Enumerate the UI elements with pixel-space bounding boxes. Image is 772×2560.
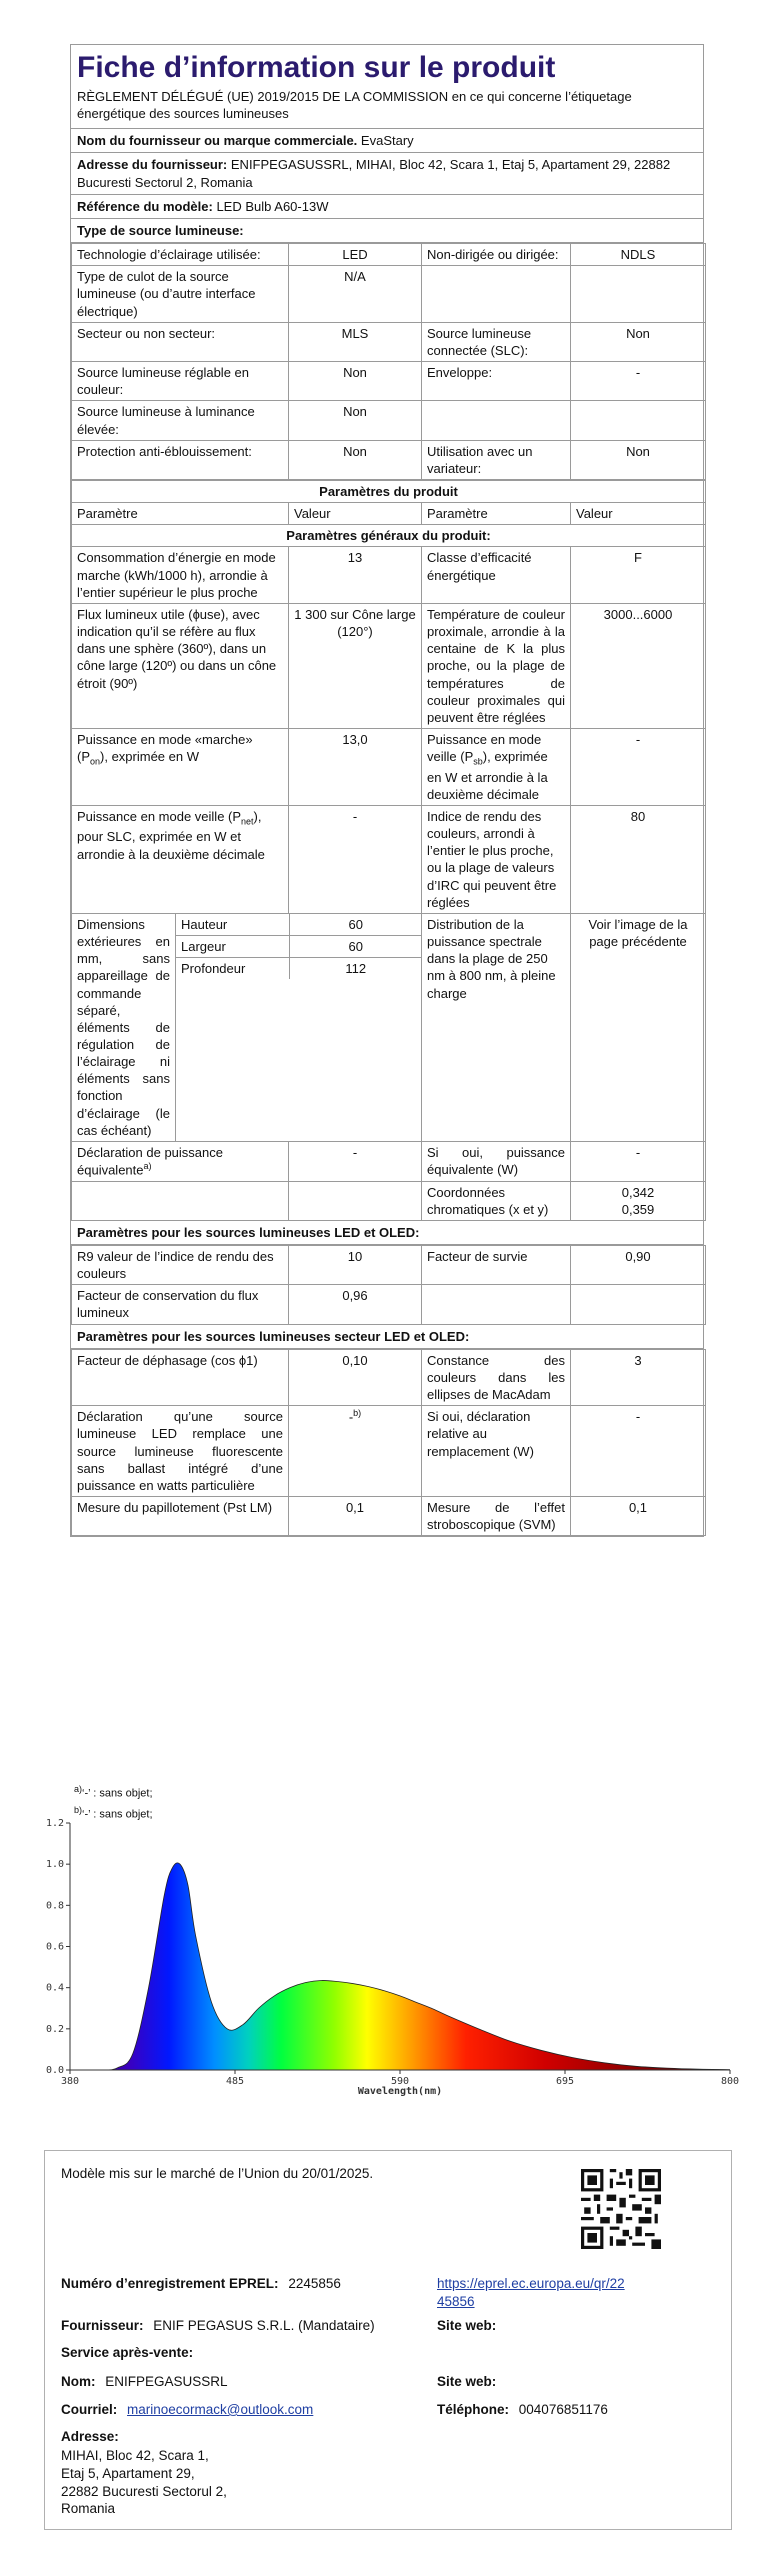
y-tick-label: 0.8 (45, 1900, 64, 1912)
website-label-2: Site web: (437, 2374, 497, 2389)
flicker-label: Mesure du papillotement (Pst LM) (72, 1497, 289, 1536)
column-header-parameter: Paramètre (72, 503, 289, 525)
flux-maintenance-label: Facteur de conservation du flux lumineux (72, 1285, 289, 1324)
source-type-v2-cell (571, 266, 706, 322)
supplier-name-value: EvaStary (360, 133, 414, 149)
color-temperature-label: Température de couleur proximale, arrondie à la centaine de K la plus proche, ou la plage de températures de couleur proximales qui peuvent être réglées (422, 603, 571, 728)
mains-table (71, 1349, 706, 1537)
product-parameters-table (71, 480, 706, 1221)
empty-cell (422, 1285, 571, 1324)
dimensions-label: Dimensions extérieures en mm, sans appareillage de commande séparé, éléments de régulation de l’éclairage ni éléments sans fonction d’éclairage (le cas échéant) (72, 913, 176, 1141)
fluorescent-replacement-label: Déclaration qu’une source lumineuse LED remplace une source lumineuse fluorescente sans ballast intégré d’une puissance en watts particulière (72, 1406, 289, 1497)
replacement-watts-value: - (571, 1406, 706, 1497)
address-line: 22882 Bucuresti Sectorul 2, (61, 2483, 227, 2499)
source-type-v1-cell: Non (289, 440, 422, 479)
dim-height-label: Hauteur (176, 914, 289, 936)
dim-depth-value: 112 (289, 958, 422, 980)
consumption-value: 13 (289, 547, 422, 603)
efficiency-class-label: Classe d’efficacité énergétique (422, 547, 571, 603)
macadam-label: Constance des couleurs dans les ellipses de MacAdam (422, 1349, 571, 1405)
general-parameters-heading: Paramètres généraux du produit: (72, 525, 706, 547)
address-line: MIHAI, Bloc 42, Scara 1, (61, 2448, 209, 2463)
qr-code-icon[interactable] (581, 2169, 661, 2249)
consumption-label: Consommation d’énergie en mode marche (kWh/1000 h), arrondie à l’entier supérieur le plus proche (72, 547, 289, 603)
page-title: Fiche d’information sur le produit (77, 51, 556, 84)
phone-value: 004076851176 (518, 2402, 608, 2417)
footnote-b: $^{b)}$‘-’ : sans objet; (74, 1805, 153, 1821)
market-date-text: Modèle mis sur le marché de l’Union du 20/01/2025. (61, 2166, 374, 2181)
empty-cell (72, 1181, 289, 1220)
phone-label: Téléphone: (437, 2402, 510, 2417)
source-type-v1-cell: MLS (289, 322, 422, 361)
supplier-name-row (71, 129, 703, 153)
source-type-v2-cell (571, 401, 706, 440)
source-type-v2-cell: Non (571, 322, 706, 361)
empty-cell (289, 1181, 422, 1220)
source-type-l2-cell (422, 266, 571, 322)
supplier-address-label: Adresse du fournisseur: (77, 157, 228, 173)
dim-height-value: 60 (289, 914, 422, 936)
displacement-factor-value: 0,10 (289, 1349, 422, 1405)
dimensions-table (176, 914, 422, 979)
led-oled-table (71, 1245, 706, 1325)
service-name-label: Nom: (61, 2374, 96, 2389)
chromaticity-value: 0,342 0,359 (571, 1181, 706, 1220)
y-tick-label: 0.2 (45, 2023, 64, 2035)
source-type-row (72, 362, 706, 401)
product-parameters-heading: Paramètres du produit (72, 480, 706, 502)
address-line: Romania (61, 2501, 116, 2517)
email-line (61, 2401, 313, 2419)
y-tick-label: 0.0 (45, 2065, 64, 2076)
eprel-number (61, 2275, 341, 2293)
model-reference-value: LED Bulb A60-13W (216, 198, 329, 214)
spectral-power-chart (40, 1815, 740, 2115)
survival-factor-value: 0,90 (571, 1246, 706, 1285)
after-sales-label: Service après-vente: (61, 2345, 194, 2360)
source-type-row (72, 266, 706, 322)
spectrum-area (70, 1863, 730, 2070)
supplier-line (61, 2317, 375, 2335)
address-label: Adresse: (61, 2429, 119, 2444)
phone-line (437, 2401, 608, 2419)
y-tick-label: 0.4 (45, 1982, 64, 1994)
dim-width-value: 60 (289, 936, 422, 958)
color-rendering-label: Indice de rendu des couleurs, arrondi à l’entier le plus proche, ou la plage de valeurs d’IRC qui peuvent être réglées (422, 805, 571, 913)
source-type-l1-cell: Technologie d’éclairage utilisée: (72, 244, 289, 266)
source-type-table (71, 243, 706, 480)
source-type-v1-cell: Non (289, 362, 422, 401)
dim-depth-label: Profondeur (176, 958, 289, 980)
macadam-value: 3 (571, 1349, 706, 1405)
spectral-distribution-value: Voir l’image de la page précédente (571, 913, 706, 1141)
source-type-l2-cell: Non-dirigée ou dirigée: (422, 244, 571, 266)
fluorescent-replacement-value: -$^{b)}$ (289, 1406, 422, 1497)
source-type-l1-cell: Source lumineuse réglable en couleur: (72, 362, 289, 401)
source-type-l2-cell (422, 401, 571, 440)
source-type-l2-cell: Utilisation avec un variateur: (422, 440, 571, 479)
mains-heading: Paramètres pour les sources lumineuses secteur LED et OLED: (71, 1325, 703, 1349)
eprel-label: Numéro d’enregistrement EPREL: (61, 2276, 279, 2291)
r9-value: 10 (289, 1246, 422, 1285)
source-type-v2-cell: - (571, 362, 706, 401)
equivalent-power-label: Déclaration de puissance équivalente$^{a)}$ (72, 1141, 289, 1181)
supplier-address-value: ENIFPEGASUSSRL, MIHAI, Bloc 42, Scara 1, Etaj 5, Apartament 29, 22882 Bucuresti Sectorul 2, Romania (77, 157, 671, 190)
equivalent-watts-value: - (571, 1141, 706, 1181)
x-tick-label: 485 (225, 2076, 245, 2087)
on-mode-power-label: Puissance en mode «marche» $(P_{on})$, exprimée en W (72, 729, 289, 806)
supplier-name-label: Nom du fournisseur ou marque commerciale. (77, 133, 358, 149)
source-type-l2-cell: Source lumineuse connectée (SLC): (422, 322, 571, 361)
flicker-value: 0,1 (289, 1497, 422, 1536)
service-name-line (61, 2373, 228, 2391)
chromaticity-label: Coordonnées chromatiques (x et y) (422, 1181, 571, 1220)
supplier-label: Fournisseur: (61, 2318, 144, 2333)
regulation-text: RÈGLEMENT DÉLÉGUÉ (UE) 2019/2015 DE LA COMMISSION en ce qui concerne l’étiquetage énergétique des sources lumineuses (71, 88, 703, 129)
source-type-row (72, 401, 706, 440)
service-name-value: ENIFPEGASUSSRL (105, 2374, 228, 2389)
source-type-l1-cell: Secteur ou non secteur: (72, 322, 289, 361)
website-label: Site web: (437, 2318, 497, 2333)
empty-cell (571, 1285, 706, 1324)
model-reference-row (71, 195, 703, 219)
email-label: Courriel: (61, 2402, 118, 2417)
y-tick-label: 1.2 (45, 1818, 64, 1829)
led-oled-heading: Paramètres pour les sources lumineuses LED et OLED: (71, 1221, 703, 1245)
x-tick-label: 800 (720, 2076, 740, 2087)
column-header-value-2: Valeur (571, 503, 706, 525)
on-mode-power-value: 13,0 (289, 729, 422, 806)
footnote-a: $^{a)}$‘-’ : sans objet; (74, 1784, 153, 1800)
product-information-sheet (70, 44, 704, 1537)
y-tick-label: 1.0 (45, 1859, 64, 1871)
color-temperature-value: 3000...6000 (571, 603, 706, 728)
y-tick-label: 0.6 (45, 1941, 64, 1953)
source-type-row (72, 322, 706, 361)
networked-standby-value: - (289, 805, 422, 913)
efficiency-class-value: F (571, 547, 706, 603)
networked-standby-label: Puissance en mode veille $(P_{net})$, pour SLC, exprimée en W et arrondie à la deuxième décimale (72, 805, 289, 913)
model-reference-label: Référence du modèle: (77, 198, 213, 214)
eprel-link[interactable]: https://eprel.ec.europa.eu/qr/22 45856 (437, 2276, 625, 2309)
x-tick-label: 695 (555, 2076, 575, 2087)
supplier-value: ENIF PEGASUS S.R.L. (Mandataire) (153, 2318, 375, 2333)
x-tick-label: 590 (390, 2076, 410, 2087)
source-type-l2-cell: Enveloppe: (422, 362, 571, 401)
standby-power-label: Puissance en mode veille $(P_{sb})$, exprimée en W et arrondie à la deuxième décimale (422, 729, 571, 806)
eprel-value: 2245856 (288, 2276, 341, 2291)
source-type-row (72, 244, 706, 266)
source-type-heading: Type de source lumineuse: (71, 219, 703, 243)
equivalent-watts-label: Si oui, puissance équivalente (W) (422, 1141, 571, 1181)
flux-maintenance-value: 0,96 (289, 1285, 422, 1324)
address-block (61, 2447, 227, 2518)
source-type-v2-cell: NDLS (571, 244, 706, 266)
stroboscopic-label: Mesure de l’effet stroboscopique (SVM) (422, 1497, 571, 1536)
source-type-v2-cell: Non (571, 440, 706, 479)
email-link[interactable]: marinoecormack@outlook.com (127, 2402, 314, 2417)
source-type-l1-cell: Protection anti-éblouissement: (72, 440, 289, 479)
column-header-parameter-2: Paramètre (422, 503, 571, 525)
source-type-row (72, 440, 706, 479)
stroboscopic-value: 0,1 (571, 1497, 706, 1536)
standby-power-value: - (571, 729, 706, 806)
source-type-l1-cell: Type de culot de la source lumineuse (ou d’autre interface électrique) (72, 266, 289, 322)
luminous-flux-value: 1 300 sur Cône large (120°) (289, 603, 422, 728)
source-type-v1-cell: Non (289, 401, 422, 440)
spectral-distribution-label: Distribution de la puissance spectrale dans la plage de 250 nm à 800 nm, à pleine charge (422, 913, 571, 1141)
address-line: Etaj 5, Apartament 29, (61, 2465, 195, 2481)
displacement-factor-label: Facteur de déphasage (cos ϕ1) (72, 1349, 289, 1405)
supplier-address-row (71, 153, 703, 194)
x-tick-label: 380 (60, 2076, 80, 2087)
x-axis-label: Wavelength(nm) (357, 2086, 443, 2097)
luminous-flux-label: Flux lumineux utile (ɸuse), avec indication qu’il se réfère au flux dans une sphère (360º), dans un cône large (120º) ou dans un cône étroit (90º) (72, 603, 289, 728)
color-rendering-value: 80 (571, 805, 706, 913)
replacement-watts-label: Si oui, déclaration relative au remplacement (W) (422, 1406, 571, 1497)
dimensions-cell (176, 913, 422, 1141)
source-type-v1-cell: LED (289, 244, 422, 266)
source-type-v1-cell: N/A (289, 266, 422, 322)
dim-width-label: Largeur (176, 936, 289, 958)
r9-label: R9 valeur de l’indice de rendu des couleurs (72, 1246, 289, 1285)
registration-card (44, 2150, 732, 2530)
equivalent-power-value: - (289, 1141, 422, 1181)
source-type-l1-cell: Source lumineuse à luminance élevée: (72, 401, 289, 440)
column-header-value: Valeur (289, 503, 422, 525)
survival-factor-label: Facteur de survie (422, 1246, 571, 1285)
